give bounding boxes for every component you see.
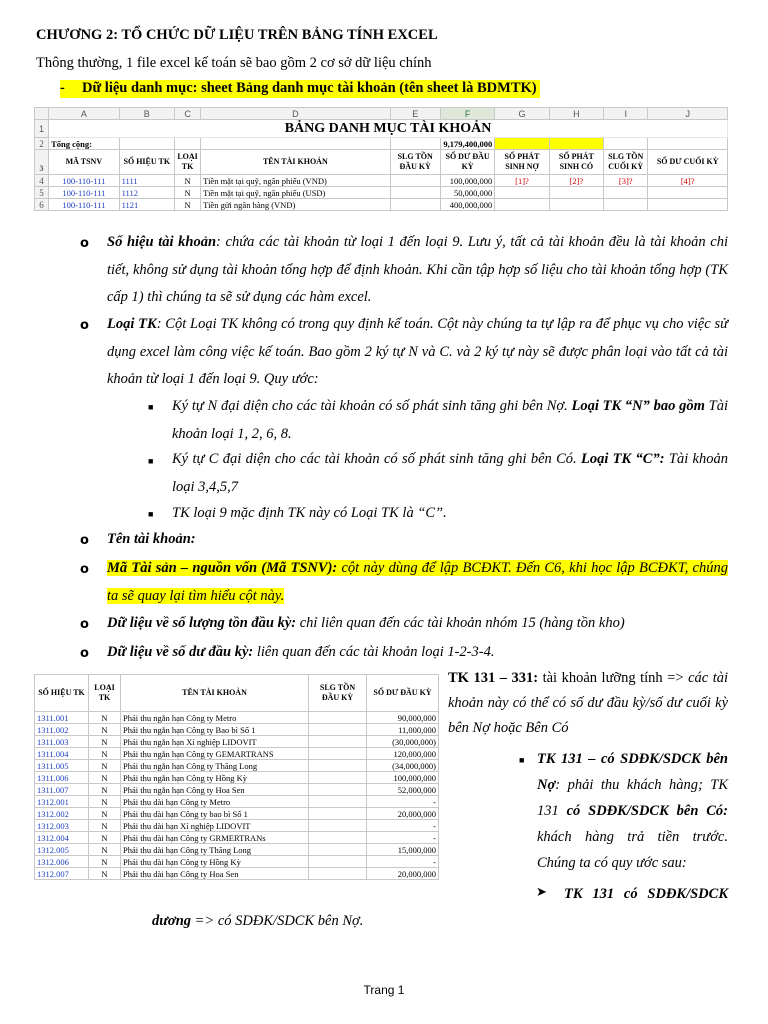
bullet-so-hieu-tk: Số hiệu tài khoản: chứa các tài khoản từ loại 1 đến loại 9. Lưu ý, tất cả tài khoản đều là tài khoản chi tiết, không sử dụng tài khoản tổng hợp để định khoản. Khi cần tập hợp số liệu cho tài khoản tổng hợp (TK cấp 1) thì chúng ta sẽ sử dụng các hàm excel. — [107, 234, 729, 305]
cell-slg-ton[interactable] — [309, 856, 367, 868]
cell-so-du-dau-ky[interactable]: 100,000,000 — [367, 772, 439, 784]
cell-loai-tk[interactable]: N — [89, 832, 121, 844]
cell-so-du-dau-ky[interactable]: - — [367, 820, 439, 832]
cell-so-du-cuoi[interactable]: [4]? — [648, 175, 728, 187]
arrow-bullet-text: TK 131 có SDĐK/SDCK — [564, 886, 728, 902]
cell-ten-tk[interactable]: Phải thu dài hạn Công ty Thăng Long — [121, 844, 309, 856]
intro-text: Thông thường, 1 file excel kế toán sẽ bao gồm 2 cơ sở dữ liệu chính — [36, 55, 432, 71]
cell-loai-tk[interactable]: N — [89, 868, 121, 880]
header-cell[interactable]: SLG TỒN ĐẦU KỲ — [309, 675, 367, 712]
table-row — [35, 856, 439, 868]
side-paragraph-131-331: TK 131 – 331: tài khoản lưỡng tính => các tài khoản này có thể có số dư đầu kỳ/số dư cuối kỳ bên Nợ hoặc Bên Có — [448, 670, 729, 736]
row-number[interactable]: 3 — [35, 150, 49, 175]
column-header[interactable]: J — [648, 108, 728, 120]
side-sub-bullet-131: TK 131 – có SDĐK/SDCK bên Nợ: phải thu khách hàng; TK 131 có SDĐK/SDCK bên Có: khách hàng trả tiền trước. Chúng ta có quy ước sau: — [537, 751, 728, 871]
chapter-heading: CHƯƠNG 2: TỔ CHỨC DỮ LIỆU TRÊN BẢNG TÍNH EXCEL — [36, 27, 438, 43]
cell-loai-tk[interactable]: N — [174, 199, 200, 211]
header-cell[interactable]: SỐ DƯ ĐẦU KỲ — [367, 675, 439, 712]
cell-ten-tk[interactable]: Phải thu dài hạn Công ty GRMERTRANs — [121, 832, 309, 844]
header-cell[interactable]: SỐ PHÁT SINH CÓ — [549, 150, 603, 175]
cell-so-hieu-tk[interactable]: 1311.005 — [35, 760, 89, 772]
cell-so-du-dau-ky[interactable]: 11,000,000 — [367, 724, 439, 736]
header-cell[interactable]: SLG TỒN CUỐI KỲ — [604, 150, 648, 175]
bullet-loai-tk: Loại TK: Cột Loại TK không có trong quy định kế toán. Cột này chúng ta tự lập ra để phục vụ cho việc sử dụng excel làm công việc kế toán. Bao gồm 2 ký tự N và C. và 2 ký tự này sẽ được phân loại vào tất cả tài khoản từ loại 1 đến loại 9. Quy ước: — [107, 316, 728, 387]
table-row — [35, 724, 439, 736]
column-header[interactable]: C — [174, 108, 200, 120]
cell-so-hieu-tk[interactable]: 1311.004 — [35, 748, 89, 760]
table-row — [35, 199, 728, 211]
column-header[interactable]: E — [390, 108, 440, 120]
cell-loai-tk[interactable]: N — [174, 187, 200, 199]
cell-slg-ton[interactable] — [309, 808, 367, 820]
cell-so-hieu-tk[interactable]: 1111 — [119, 175, 174, 187]
cell-so-du-dau-ky[interactable]: 100,000,000 — [440, 175, 494, 187]
cell-ma-tsnv[interactable]: 100-110-111 — [49, 199, 120, 211]
cell-slg-ton[interactable] — [309, 736, 367, 748]
highlight-text: Dữ liệu danh mục: sheet Bảng danh mục tài khoản (tên sheet là BDMTK) — [82, 80, 537, 96]
column-header[interactable]: I — [604, 108, 648, 120]
cell-slg-ton[interactable] — [309, 772, 367, 784]
cell-loai-tk[interactable]: N — [89, 808, 121, 820]
column-header[interactable]: G — [495, 108, 549, 120]
cell-so-hieu-tk[interactable]: 1312.005 — [35, 844, 89, 856]
cell-so-du-dau-ky[interactable]: (30,000,000) — [367, 736, 439, 748]
table-row — [35, 808, 439, 820]
cell-loai-tk[interactable]: N — [89, 736, 121, 748]
column-header[interactable]: A — [49, 108, 120, 120]
excel-sheet-bdmtk — [34, 107, 728, 211]
cell-ten-tk[interactable]: Phải thu ngắn hạn Công ty Metro — [121, 712, 309, 724]
cell-loai-tk[interactable]: N — [89, 820, 121, 832]
cell-phat-sinh-co[interactable]: [2]? — [549, 175, 603, 187]
cell-so-hieu-tk[interactable]: 1112 — [119, 187, 174, 199]
cell-ten-tk[interactable]: Tiền mặt tại quỹ, ngân phiếu (USD) — [201, 187, 390, 199]
cell-slg-ton-cuoi[interactable]: [3]? — [604, 175, 648, 187]
cell-ten-tk[interactable]: Phải thu dài hạn Công ty Hồng Kỳ — [121, 856, 309, 868]
cell-ten-tk[interactable]: Tiền mặt tại quỹ, ngân phiếu (VND) — [201, 175, 390, 187]
bullet-ma-tsnv: Mã Tài sản – nguồn vốn (Mã TSNV): cột này dùng để lập BCĐKT. Đến C6, khi học lập BCĐKT, chúng ta sẽ quay lại tìm hiểu cột này. — [107, 560, 728, 604]
table-row — [35, 844, 439, 856]
header-cell[interactable]: SỐ HIỆU TK — [35, 675, 89, 712]
cell-so-du-dau-ky[interactable]: 20,000,000 — [367, 868, 439, 880]
cell-loai-tk[interactable]: N — [89, 856, 121, 868]
cell-so-du-dau-ky[interactable]: - — [367, 796, 439, 808]
table-row — [35, 772, 439, 784]
cell-slg-ton[interactable] — [309, 844, 367, 856]
header-cell[interactable]: SỐ DƯ ĐẦU KỲ — [440, 150, 494, 175]
cell-so-du-dau-ky[interactable]: 90,000,000 — [367, 712, 439, 724]
cell-ten-tk[interactable]: Phải thu ngắn hạn Công ty Thăng Long — [121, 760, 309, 772]
cell-so-hieu-tk[interactable]: 1311.007 — [35, 784, 89, 796]
column-header[interactable]: D — [201, 108, 390, 120]
arrow-bullet-icon: ➤ — [536, 885, 547, 900]
total-row — [35, 138, 728, 150]
cell-so-du-dau-ky[interactable]: 52,000,000 — [367, 784, 439, 796]
cell-ma-tsnv[interactable]: 100-110-111 — [49, 175, 120, 187]
square-bullet-icon: ■ — [148, 456, 154, 466]
cell-ten-tk[interactable]: Phải thu dài hạn Công ty Metro — [121, 796, 309, 808]
cell-loai-tk[interactable]: N — [89, 772, 121, 784]
sub-bullet-loai-9: TK loại 9 mặc định TK này có Loại TK là “C”. — [172, 505, 447, 521]
dash-marker: - — [60, 80, 65, 96]
cell-so-du-dau-ky[interactable]: 400,000,000 — [440, 199, 494, 211]
circle-bullet-icon: o — [80, 617, 89, 632]
circle-bullet-icon: o — [80, 646, 89, 661]
cell-slg-ton[interactable] — [309, 712, 367, 724]
total-value[interactable]: 9,179,400,000 — [440, 138, 494, 150]
cell-so-du-dau-ky[interactable]: 20,000,000 — [367, 808, 439, 820]
cell-slg-ton[interactable] — [309, 748, 367, 760]
cell-loai-tk[interactable]: N — [89, 796, 121, 808]
cell-ma-tsnv[interactable]: 100-110-111 — [49, 187, 120, 199]
cell-so-hieu-tk[interactable]: 1312.004 — [35, 832, 89, 844]
cell-phat-sinh-no[interactable]: [1]? — [495, 175, 549, 187]
table-row — [35, 736, 439, 748]
cell-so-du-dau-ky[interactable]: 50,000,000 — [440, 187, 494, 199]
cell-slg-ton[interactable] — [309, 796, 367, 808]
circle-bullet-icon: o — [80, 533, 89, 548]
continuation-line: dương => có SDĐK/SDCK bên Nợ. — [152, 913, 364, 929]
cell-loai-tk[interactable]: N — [174, 175, 200, 187]
table-row — [35, 820, 439, 832]
bullet-ten-tk: Tên tài khoản: — [107, 531, 196, 547]
table-row — [35, 187, 728, 199]
cell-loai-tk[interactable]: N — [89, 724, 121, 736]
page-number: Trang 1 — [363, 983, 405, 997]
cell-slg-ton[interactable] — [309, 820, 367, 832]
header-cell[interactable]: LOẠI TK — [174, 150, 200, 175]
table-row — [35, 175, 728, 187]
sub-bullet-n: Ký tự N đại diện cho các tài khoản có số phát sinh tăng ghi bên Nợ. Loại TK “N” bao gồm Tài khoản loại 1, 2, 6, 8. — [172, 398, 728, 442]
sub-bullet-c: Ký tự C đại diện cho các tài khoản có số phát sinh tăng ghi bên Có. Loại TK “C”: Tài khoản loại 3,4,5,7 — [172, 451, 728, 495]
cell-slg-ton[interactable] — [309, 784, 367, 796]
cell-slg-ton[interactable] — [309, 832, 367, 844]
row-number[interactable]: 6 — [35, 199, 49, 211]
table-row — [35, 868, 439, 880]
sheet-title: BẢNG DANH MỤC TÀI KHOẢN — [49, 120, 728, 138]
table-header-row — [35, 675, 439, 712]
circle-bullet-icon: o — [80, 318, 89, 333]
cell-so-hieu-tk[interactable]: 1311.003 — [35, 736, 89, 748]
header-cell[interactable]: MÃ TSNV — [49, 150, 120, 175]
square-bullet-icon: ■ — [148, 509, 154, 519]
cell-so-du-dau-ky[interactable]: - — [367, 832, 439, 844]
row-number[interactable]: 5 — [35, 187, 49, 199]
table-row — [35, 712, 439, 724]
column-header[interactable]: F — [440, 108, 494, 120]
table-row — [35, 832, 439, 844]
cell-slg-ton[interactable] — [309, 724, 367, 736]
cell-loai-tk[interactable]: N — [89, 760, 121, 772]
header-cell[interactable]: TÊN TÀI KHOẢN — [121, 675, 309, 712]
cell-so-hieu-tk[interactable]: 1312.002 — [35, 808, 89, 820]
row-number[interactable]: 1 — [35, 120, 49, 138]
sheet-title-row — [35, 120, 728, 138]
cell-ten-tk[interactable]: Phải thu dài hạn Công ty bao bì Số 1 — [121, 808, 309, 820]
circle-bullet-icon: o — [80, 562, 89, 577]
total-label[interactable]: Tổng cộng: — [49, 138, 120, 150]
cell-so-hieu-tk[interactable]: 1312.006 — [35, 856, 89, 868]
header-cell[interactable]: SỐ DƯ CUỐI KỲ — [648, 150, 728, 175]
header-cell[interactable]: TÊN TÀI KHOẢN — [201, 150, 390, 175]
cell-ten-tk[interactable]: Phải thu ngắn hạn Công ty Hồng Kỳ — [121, 772, 309, 784]
cell-so-hieu-tk[interactable]: 1312.007 — [35, 868, 89, 880]
cell-so-du-dau-ky[interactable]: 120,000,000 — [367, 748, 439, 760]
header-cell[interactable]: SỐ HIỆU TK — [119, 150, 174, 175]
table-row — [35, 784, 439, 796]
cell-ten-tk[interactable]: Phải thu dài hạn Xí nghiệp LIDOVIT — [121, 820, 309, 832]
cell-so-du-dau-ky[interactable]: 15,000,000 — [367, 844, 439, 856]
cell-slg-ton[interactable] — [309, 868, 367, 880]
square-bullet-icon: ■ — [148, 402, 154, 412]
cell-ten-tk[interactable]: Phải thu ngắn hạn Công ty Bao bì Số 1 — [121, 724, 309, 736]
bullet-so-du: Dữ liệu về số dư đầu kỳ: liên quan đến các tài khoản loại 1-2-3-4. — [107, 644, 495, 660]
cell-loai-tk[interactable]: N — [89, 712, 121, 724]
cell-ten-tk[interactable]: Phải thu ngắn hạn Công ty GEMARTRANS — [121, 748, 309, 760]
header-cell[interactable]: SỐ PHÁT SINH NỢ — [495, 150, 549, 175]
highlight-list-item — [60, 80, 540, 98]
cell-ten-tk[interactable]: Phải thu ngắn hạn Công ty Hoa Sen — [121, 784, 309, 796]
cell-so-hieu-tk[interactable]: 1311.002 — [35, 724, 89, 736]
cell-ten-tk[interactable]: Phải thu ngắn hạn Xí nghiệp LIDOVIT — [121, 736, 309, 748]
table-row — [35, 748, 439, 760]
circle-bullet-icon: o — [80, 236, 89, 251]
cell-loai-tk[interactable]: N — [89, 748, 121, 760]
square-bullet-icon: ■ — [519, 755, 525, 765]
row-number[interactable]: 2 — [35, 138, 49, 150]
column-header-row — [35, 108, 728, 120]
table-row — [35, 760, 439, 772]
excel-sheet-tk131 — [34, 674, 438, 880]
cell-loai-tk[interactable]: N — [89, 784, 121, 796]
cell-ten-tk[interactable]: Phải thu dài hạn Công ty Hoa Sen — [121, 868, 309, 880]
cell-so-hieu-tk[interactable]: 1311.001 — [35, 712, 89, 724]
cell-so-du-dau-ky[interactable]: - — [367, 856, 439, 868]
cell-so-hieu-tk[interactable]: 1312.003 — [35, 820, 89, 832]
table-header-row — [35, 150, 728, 175]
cell-so-hieu-tk[interactable]: 1312.001 — [35, 796, 89, 808]
cell-ten-tk[interactable]: Tiền gửi ngân hàng (VND) — [201, 199, 390, 211]
row-number[interactable]: 4 — [35, 175, 49, 187]
table-row — [35, 796, 439, 808]
bullet-slg-ton: Dữ liệu về số lượng tồn đầu kỳ: chỉ liên quan đến các tài khoản nhóm 15 (hàng tồn kho) — [107, 615, 625, 631]
cell-loai-tk[interactable]: N — [89, 844, 121, 856]
cell-so-hieu-tk[interactable]: 1311.006 — [35, 772, 89, 784]
header-cell[interactable]: LOẠI TK — [89, 675, 121, 712]
cell-so-hieu-tk[interactable]: 1121 — [119, 199, 174, 211]
column-header[interactable]: B — [119, 108, 174, 120]
cell-slg-ton[interactable] — [309, 760, 367, 772]
column-header[interactable]: H — [549, 108, 603, 120]
cell-so-du-dau-ky[interactable]: (34,000,000) — [367, 760, 439, 772]
header-cell[interactable]: SLG TỒN ĐẦU KỲ — [390, 150, 440, 175]
